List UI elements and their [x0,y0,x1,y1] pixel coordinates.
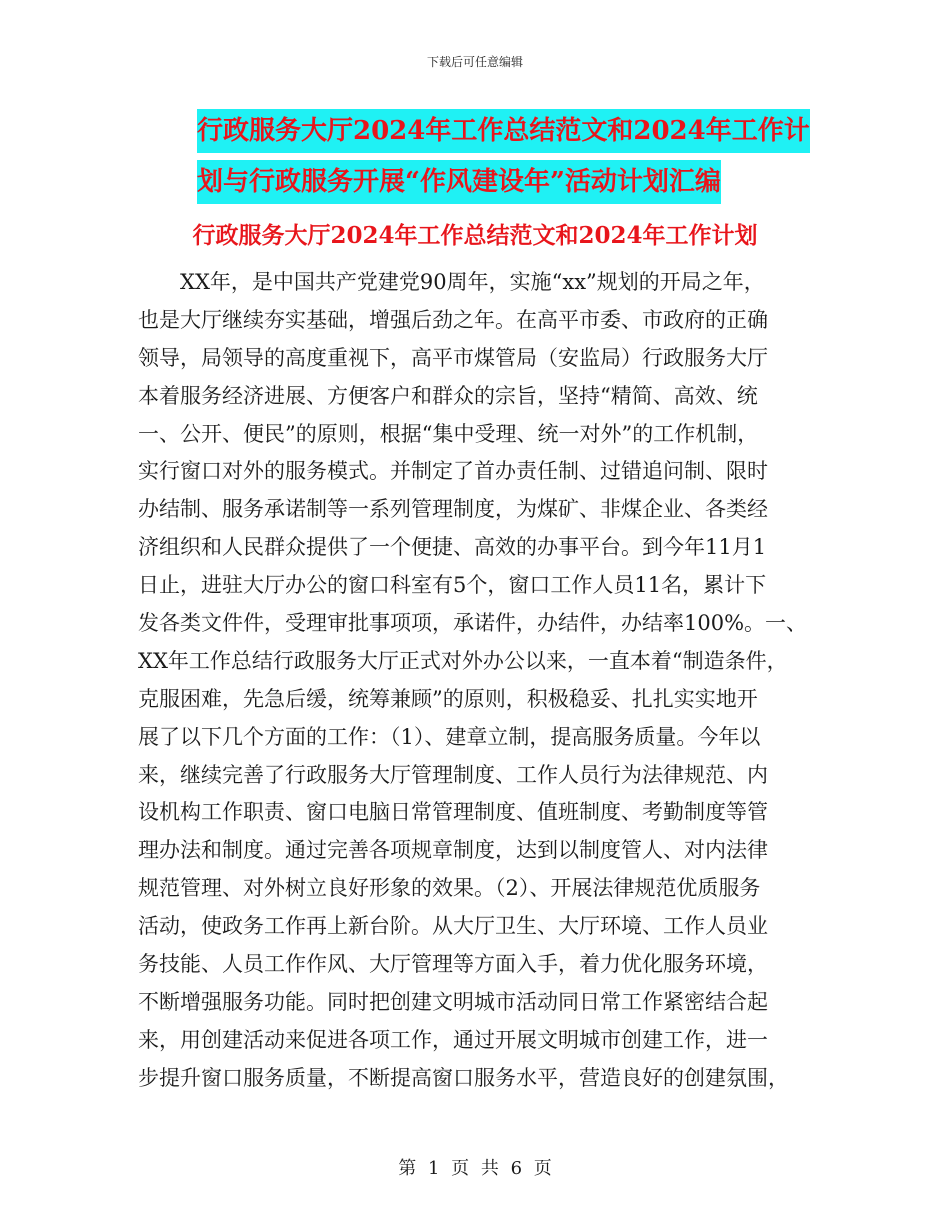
body-line: 本着服务经济进展、方便客户和群众的宗旨，坚持“精简、高效、统 [138,383,758,408]
body-line: 务技能、人员工作作风、大厅管理等方面入手，着力优化服务环境， [138,952,768,977]
body-line: 济组织和人民群众提供了一个便捷、高效的办事平台。到今年11月1 [138,535,767,560]
body-line: XX年工作总结行政服务大厅正式对外办公以来，一直本着“制造条件， [138,648,788,673]
body-paragraph [138,264,818,1098]
body-line: 克服困难，先急后缓，统筹兼顾”的原则，积极稳妥、扎扎实实地开 [138,686,758,711]
body-line: 日止，进驻大厅办公的窗口科室有5个，窗口工作人员11名，累计下 [138,573,767,598]
body-line: 展了以下几个方面的工作：（1）、建章立制，提高服务质量。今年以 [138,724,761,749]
body-line: 来，用创建活动来促进各项工作，通过开展文明城市创建工作，进一 [138,1027,768,1052]
header-note: 下载后可任意编辑 [426,55,523,69]
page-number-footer: 第 1 页 共 6 页 [398,1158,552,1179]
body-line: 步提升窗口服务质量，不断提高窗口服务水平，营造良好的创建氛围， [138,1065,789,1090]
section-title: 行政服务大厅2024年工作总结范文和2024年工作计划 [192,222,758,249]
document-title-line-2: 划与行政服务开展“作风建设年”活动计划汇编 [197,160,721,204]
body-line: 发各类文件件，受理审批事项项，承诺件，办结件，办结率100%。一、 [138,611,808,636]
document-title-line-1: 行政服务大厅2024年工作总结范文和2024年工作计 [197,109,810,153]
body-line: 理办法和制度。通过完善各项规章制度，达到以制度管人、对内法律 [138,838,768,863]
body-line: XX年，是中国共产党建党90周年，实施“xx”规划的开局之年， [138,270,765,294]
body-line: 活动，使政务工作再上新台阶。从大厅卫生、大厅环境、工作人员业 [138,914,768,939]
body-line: 一、公开、便民”的原则，根据“集中受理、统一对外”的工作机制， [138,421,759,446]
body-line: 设机构工作职责、窗口电脑日常管理制度、值班制度、考勤制度等管 [138,800,768,825]
document-title [197,108,817,210]
body-line: 来，继续完善了行政服务大厅管理制度、工作人员行为法律规范、内 [138,762,768,787]
body-line: 不断增强服务功能。同时把创建文明城市活动同日常工作紧密结合起 [138,989,768,1014]
body-line: 也是大厅继续夯实基础，增强后劲之年。在高平市委、市政府的正确 [138,307,768,332]
body-line: 办结制、服务承诺制等一系列管理制度，为煤矿、非煤企业、各类经 [138,497,768,522]
body-line: 规范管理、对外树立良好形象的效果。（2）、开展法律规范优质服务 [138,876,761,901]
body-line: 实行窗口对外的服务模式。并制定了首办责任制、过错追问制、限时 [138,459,768,484]
body-line: 领导，局领导的高度重视下，高平市煤管局（安监局）行政服务大厅 [138,345,768,370]
